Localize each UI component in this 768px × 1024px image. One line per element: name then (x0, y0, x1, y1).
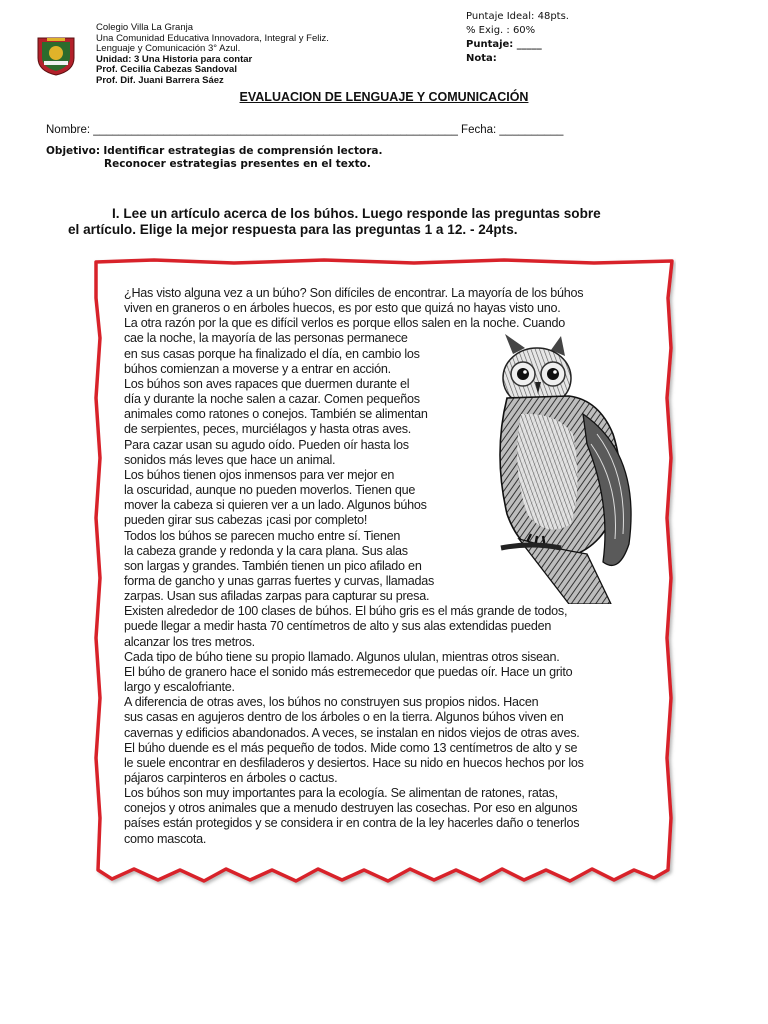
article-line: conejos y otros animales que a menudo destruyen las cosechas. Por eso en algunos (124, 801, 578, 816)
article-line: le suele encontrar en desfiladeros y desiertos. Hace su nido en huecos hechos por los (124, 755, 584, 770)
instruction-line-2: el artículo. Elige la mejor respuesta para las preguntas 1 a 12. - 24pts. (68, 222, 518, 237)
article-line: mover la cabeza si quieren ver a un lado. Algunos búhos (124, 498, 427, 513)
article-line: viven en graneros o en árboles huecos, es por esto que quizá no hayas visto uno. (124, 301, 561, 316)
article-line: búhos comienzan a moverse y a entrar en acción. (124, 361, 391, 376)
objective-block (46, 145, 382, 171)
article-line: en sus casas porque ha finalizado el día, en cambio los (124, 346, 420, 361)
article-line: El búho de granero hace el sonido más estremecedor que puedas oír. Hace un grito (124, 664, 573, 679)
article-text (124, 286, 669, 847)
article-line: zarpas. Usan sus afiladas zarpas para capturar su presa. (124, 589, 430, 604)
school-crest-icon (35, 34, 77, 76)
unit-line: Unidad: 3 Una Historia para contar (96, 53, 253, 65)
article-line: sus casas en agujeros dentro de los árboles o en la tierra. Algunos búhos viven en (124, 710, 564, 725)
objective-line-1: Identificar estrategias de comprensión lectora. (103, 145, 383, 157)
article-line: cavernas y edificios abandonados. A veces, se instalan en nidos viejos de otras aves. (124, 725, 580, 740)
article-line: la cabeza grande y redonda y la cara plana. Sus alas (124, 543, 408, 558)
article-line: puede llegar a medir hasta 70 centímetros de alto y sus alas extendidas pueden (124, 619, 552, 634)
article-line: Los búhos tienen ojos inmensos para ver mejor en (124, 467, 395, 482)
article-line: Todos los búhos se parecen mucho entre sí. Tienen (124, 528, 401, 543)
article-line: como mascota. (124, 831, 207, 846)
article-line: sonidos más leves que hace un animal. (124, 452, 336, 467)
article-line: países están protegidos y se considera ir en contra de la ley hacerles daño o tenerlos (124, 816, 580, 831)
teacher-dif-line: Prof. Dif. Juani Barrera Sáez (96, 74, 224, 86)
article-line: animales como ratones o conejos. También se alimentan (124, 407, 428, 422)
teacher-line: Prof. Cecilia Cabezas Sandoval (96, 64, 237, 75)
score-field: Puntaje: _____ (466, 39, 542, 50)
article-line: son largas y grandes. También tienen un pico afilado en (124, 558, 422, 573)
article-line: cae la noche, la mayoría de las personas permanece (124, 331, 408, 346)
article-line: La otra razón por la que es difícil verlos es porque ellos salen en la noche. Cuando (124, 316, 566, 331)
instruction-line-1: I. Lee un artículo acerca de los búhos. Luego responde las preguntas sobre (112, 206, 601, 221)
course-line: Lenguaje y Comunicación 3° Azul. (96, 43, 241, 54)
article-line: de serpientes, peces, murciélagos y hasta otras aves. (124, 422, 412, 437)
article-line: largo y escalofriante. (124, 680, 235, 695)
instruction (68, 206, 718, 238)
exigency: % Exig. : 60% (466, 25, 536, 36)
page-title: EVALUACION DE LENGUAJE Y COMUNICACIÓN (239, 90, 529, 104)
article-line: alcanzar los tres metros. (124, 634, 255, 649)
article-line: pueden girar sus cabezas ¡casi por completo! (124, 513, 368, 528)
school-motto: Una Comunidad Educativa Innovadora, Integral y Feliz. (96, 32, 329, 44)
article-paper (94, 258, 676, 890)
article-line: forma de gancho y unas garras fuertes y curvas, llamadas (124, 573, 435, 588)
article-line: Para cazar usan su agudo oído. Pueden oír hasta los (124, 437, 409, 452)
article-line: El búho duende es el más pequeño de todos. Mide como 13 centímetros de alto y se (124, 740, 578, 755)
objective-label: Objetivo: (46, 145, 101, 157)
article-line: A diferencia de otras aves, los búhos no construyen sus propios nidos. Hacen (124, 695, 539, 710)
article-line: pájaros carpinteros en árboles o cactus. (124, 771, 338, 785)
objective-line-2: Reconocer estrategias presentes en el texto. (104, 158, 371, 170)
grade-field: Nota: (466, 53, 497, 64)
school-name: Colegio Villa La Granja (96, 22, 193, 33)
article-line: ¿Has visto alguna vez a un búho? Son difíciles de encontrar. La mayoría de los búhos (124, 286, 584, 300)
ideal-score: Puntaje Ideal: 48pts. (466, 11, 569, 22)
article-line: día y durante la noche salen a cazar. Comen pequeños (124, 392, 420, 407)
score-box (466, 10, 569, 66)
article-line: Cada tipo de búho tiene su propio llamado. Algunos ululan, mientras otros sisean. (124, 649, 560, 664)
name-date-line: Nombre: _________________________________________________________ Fecha: __________ (46, 124, 564, 136)
article-line: Existen alrededor de 100 clases de búhos. El búho gris es el más grande de todos, (124, 604, 568, 619)
article-line: Los búhos son muy importantes para la ecología. Se alimentan de ratones, ratas, (124, 786, 558, 801)
article-line: Los búhos son aves rapaces que duermen durante el (124, 376, 410, 391)
article-line: la oscuridad, aunque no pueden moverlos. Tienen que (124, 483, 416, 498)
school-info (96, 23, 329, 86)
